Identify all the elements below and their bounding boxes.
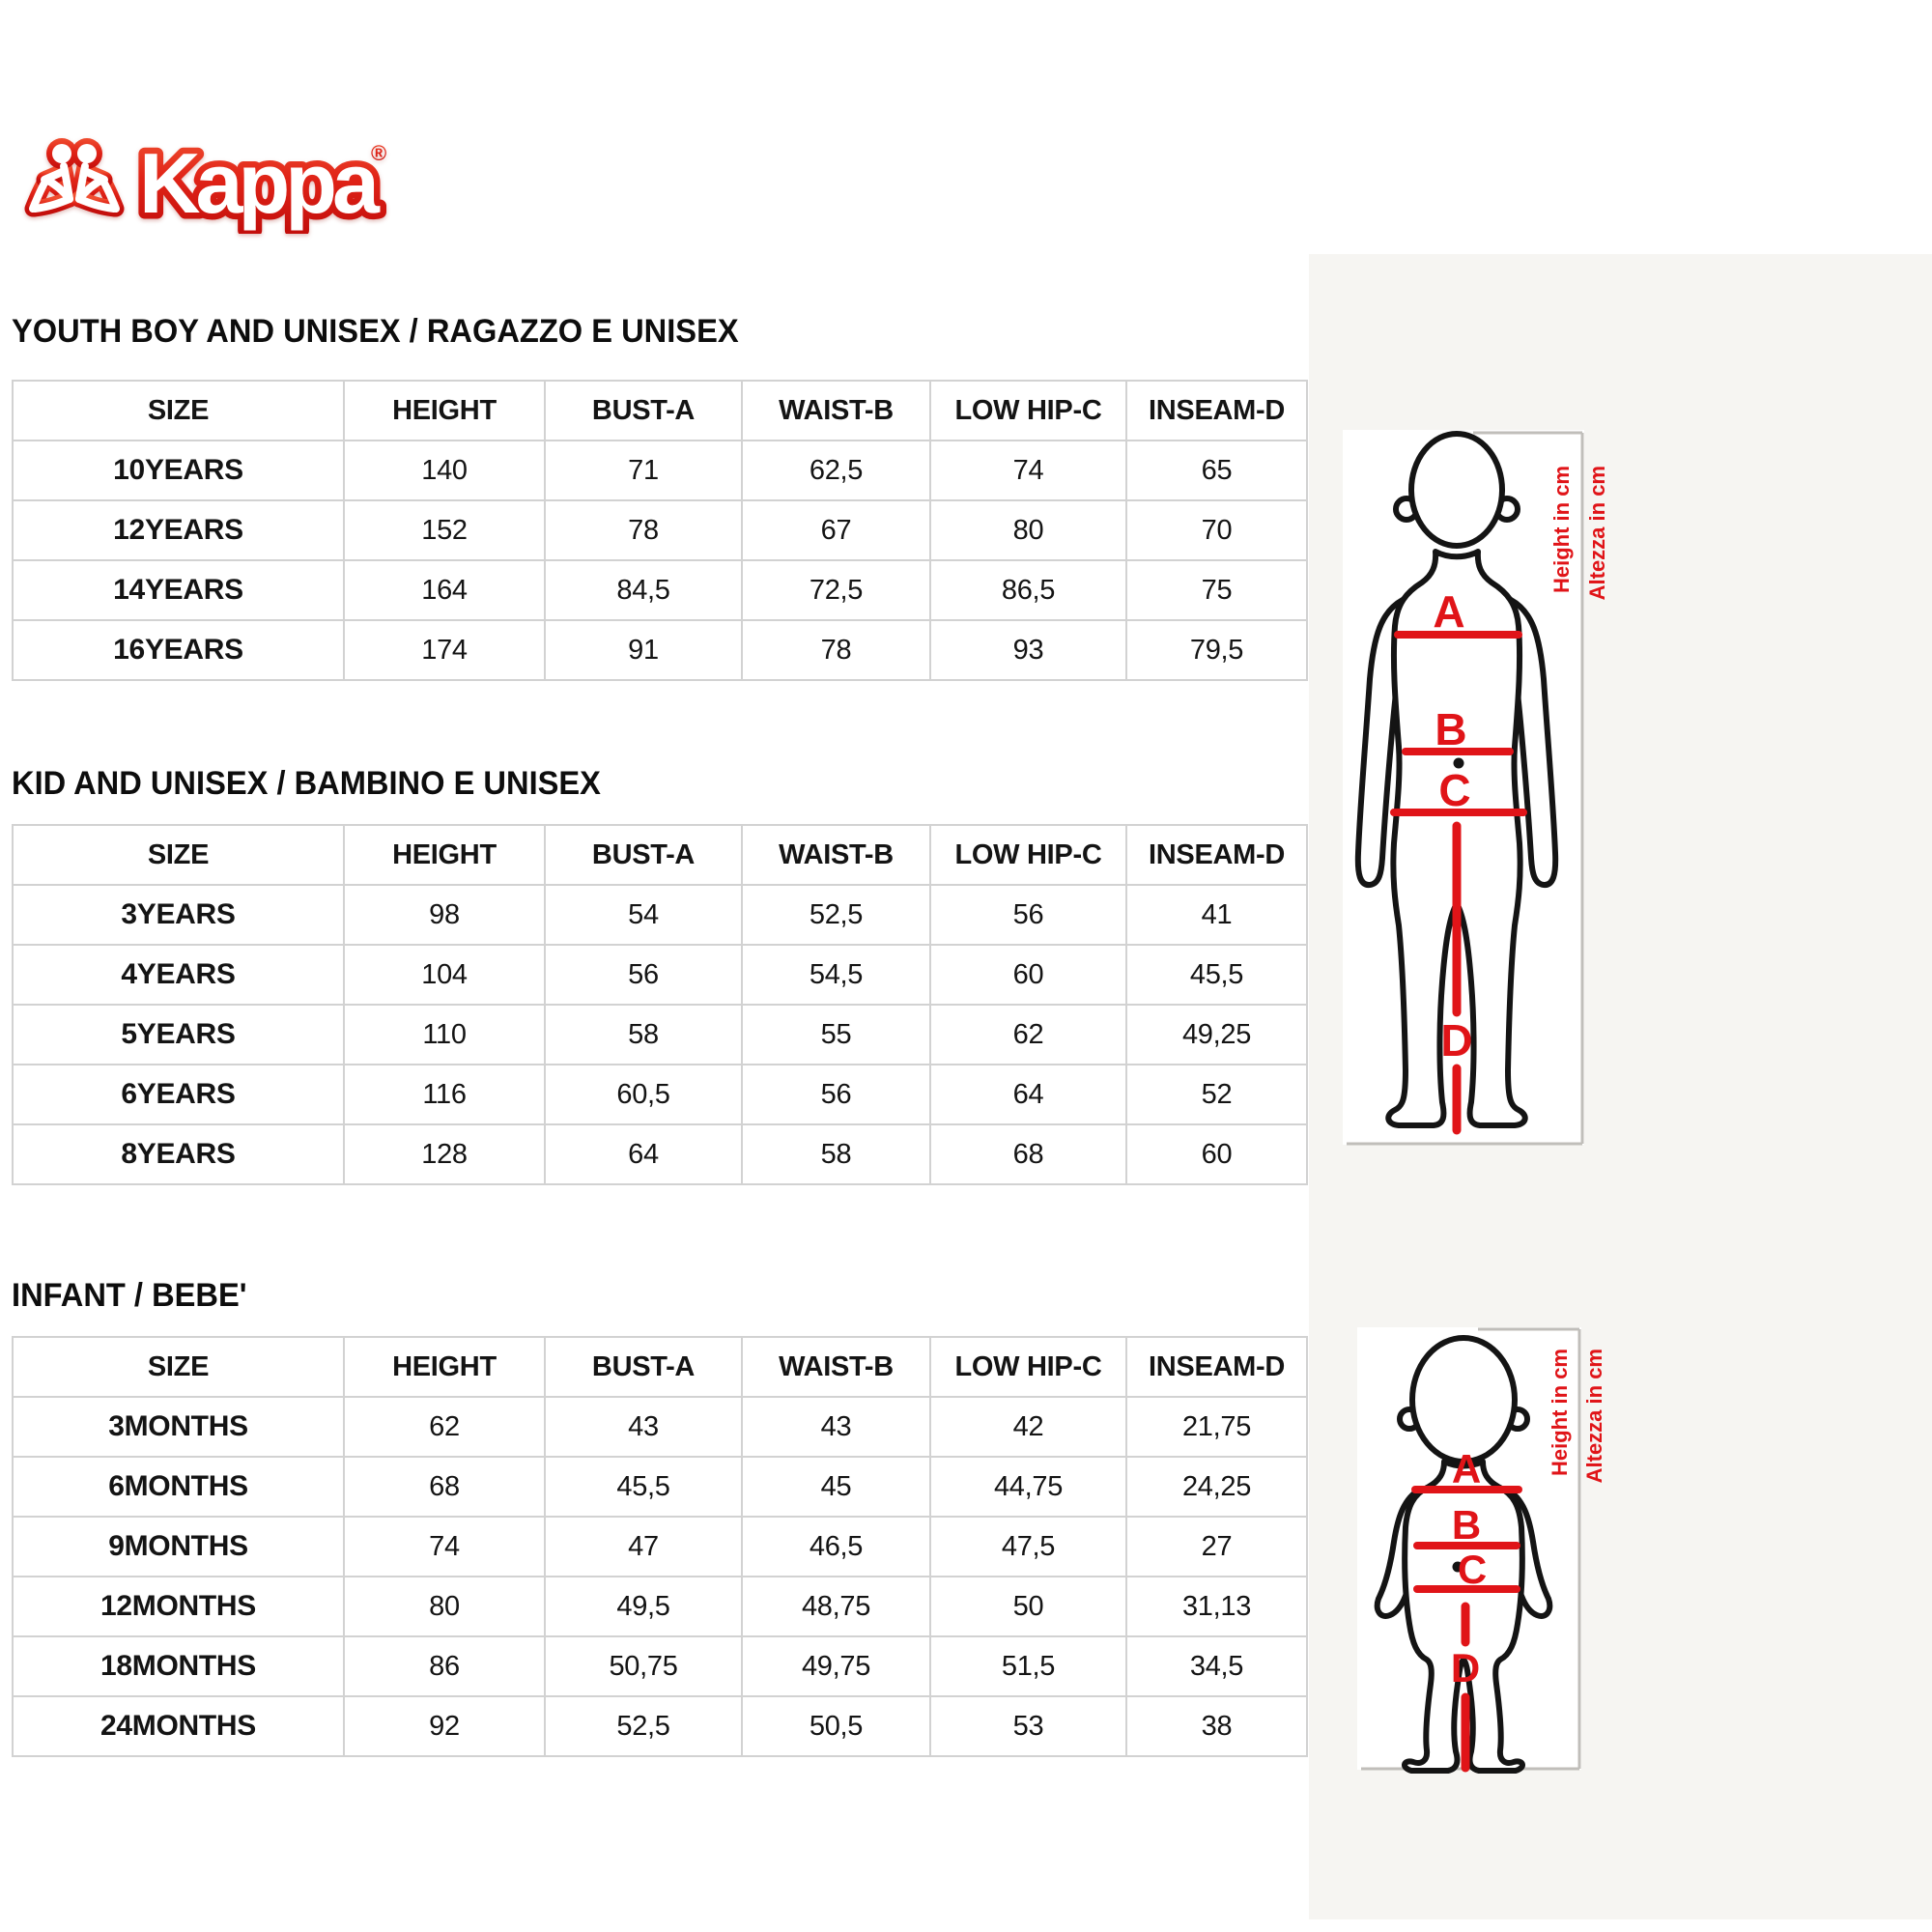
height-caption-it: Altezza in cm	[1582, 1349, 1606, 1484]
table-row	[13, 945, 1307, 1005]
column-header: BUST-A	[545, 381, 742, 440]
column-header: INSEAM-D	[1126, 381, 1307, 440]
value-cell: 21,75	[1126, 1397, 1307, 1457]
table-header-row	[13, 381, 1307, 440]
value-cell: 50,5	[742, 1696, 930, 1756]
table-row	[13, 1124, 1307, 1184]
value-cell: 74	[930, 440, 1126, 500]
value-cell: 44,75	[930, 1457, 1126, 1517]
value-cell: 67	[742, 500, 930, 560]
section-title-youth: YOUTH BOY AND UNISEX / RAGAZZO E UNISEX	[12, 313, 739, 351]
column-header: WAIST-B	[742, 825, 930, 885]
column-header: INSEAM-D	[1126, 825, 1307, 885]
value-cell: 78	[742, 620, 930, 680]
value-cell: 78	[545, 500, 742, 560]
label-b: B	[1435, 704, 1467, 754]
table-row	[13, 560, 1307, 620]
size-cell: 6MONTHS	[13, 1457, 344, 1517]
value-cell: 56	[930, 885, 1126, 945]
registered-trademark-symbol: ®	[371, 141, 387, 165]
size-cell: 9MONTHS	[13, 1517, 344, 1577]
kappa-logo	[17, 129, 396, 234]
value-cell: 54,5	[742, 945, 930, 1005]
column-header: SIZE	[13, 825, 344, 885]
value-cell: 62	[930, 1005, 1126, 1065]
value-cell: 128	[344, 1124, 545, 1184]
column-header: LOW HIP-C	[930, 381, 1126, 440]
size-cell: 12YEARS	[13, 500, 344, 560]
value-cell: 41	[1126, 885, 1307, 945]
height-caption-it: Altezza in cm	[1585, 466, 1609, 601]
value-cell: 51,5	[930, 1636, 1126, 1696]
value-cell: 58	[742, 1124, 930, 1184]
column-header: INSEAM-D	[1126, 1337, 1307, 1397]
value-cell: 27	[1126, 1517, 1307, 1577]
table-row	[13, 1397, 1307, 1457]
value-cell: 46,5	[742, 1517, 930, 1577]
table-row	[13, 885, 1307, 945]
label-c: C	[1457, 1547, 1488, 1592]
kid-size-table	[12, 824, 1308, 1185]
size-cell: 5YEARS	[13, 1005, 344, 1065]
section-title-kid: KID AND UNISEX / BAMBINO E UNISEX	[12, 765, 601, 803]
right-figure-head	[77, 144, 97, 163]
value-cell: 43	[742, 1397, 930, 1457]
value-cell: 79,5	[1126, 620, 1307, 680]
size-cell: 14YEARS	[13, 560, 344, 620]
size-cell: 6YEARS	[13, 1065, 344, 1124]
value-cell: 116	[344, 1065, 545, 1124]
value-cell: 70	[1126, 500, 1307, 560]
value-cell: 48,75	[742, 1577, 930, 1636]
label-b: B	[1451, 1502, 1482, 1548]
height-caption-en: Height in cm	[1549, 466, 1574, 594]
value-cell: 52,5	[742, 885, 930, 945]
value-cell: 42	[930, 1397, 1126, 1457]
section-title-infant: INFANT / BEBE'	[12, 1277, 247, 1315]
value-cell: 62	[344, 1397, 545, 1457]
column-header: BUST-A	[545, 825, 742, 885]
label-c: C	[1438, 765, 1471, 815]
column-header: BUST-A	[545, 1337, 742, 1397]
value-cell: 47	[545, 1517, 742, 1577]
value-cell: 93	[930, 620, 1126, 680]
value-cell: 86,5	[930, 560, 1126, 620]
label-d: D	[1440, 1015, 1473, 1065]
youth-size-table	[12, 380, 1308, 681]
infant-measurement-diagram	[1357, 1324, 1610, 1776]
infant-size-table	[12, 1336, 1308, 1757]
kappa-wordmark: Kappa	[139, 135, 375, 231]
value-cell: 110	[344, 1005, 545, 1065]
value-cell: 164	[344, 560, 545, 620]
label-d: D	[1450, 1645, 1481, 1690]
kappa-logo-graphic	[17, 129, 396, 234]
size-cell: 18MONTHS	[13, 1636, 344, 1696]
value-cell: 62,5	[742, 440, 930, 500]
value-cell: 174	[344, 620, 545, 680]
value-cell: 75	[1126, 560, 1307, 620]
value-cell: 47,5	[930, 1517, 1126, 1577]
value-cell: 80	[930, 500, 1126, 560]
value-cell: 38	[1126, 1696, 1307, 1756]
value-cell: 104	[344, 945, 545, 1005]
column-header: SIZE	[13, 1337, 344, 1397]
value-cell: 56	[545, 945, 742, 1005]
table-header-row	[13, 1337, 1307, 1397]
value-cell: 68	[344, 1457, 545, 1517]
table-row	[13, 1457, 1307, 1517]
height-caption-en: Height in cm	[1548, 1349, 1572, 1477]
size-cell: 24MONTHS	[13, 1696, 344, 1756]
table-row	[13, 1065, 1307, 1124]
value-cell: 49,5	[545, 1577, 742, 1636]
value-cell: 52,5	[545, 1696, 742, 1756]
size-cell: 3YEARS	[13, 885, 344, 945]
value-cell: 45,5	[545, 1457, 742, 1517]
value-cell: 53	[930, 1696, 1126, 1756]
value-cell: 52	[1126, 1065, 1307, 1124]
value-cell: 60	[1126, 1124, 1307, 1184]
size-cell: 10YEARS	[13, 440, 344, 500]
column-header: HEIGHT	[344, 381, 545, 440]
table-row	[13, 1577, 1307, 1636]
value-cell: 45	[742, 1457, 930, 1517]
value-cell: 60,5	[545, 1065, 742, 1124]
label-a: A	[1433, 586, 1465, 637]
left-figure-head	[52, 144, 71, 163]
value-cell: 80	[344, 1577, 545, 1636]
value-cell: 68	[930, 1124, 1126, 1184]
value-cell: 31,13	[1126, 1577, 1307, 1636]
table-row	[13, 1517, 1307, 1577]
column-header: LOW HIP-C	[930, 1337, 1126, 1397]
value-cell: 60	[930, 945, 1126, 1005]
column-header: HEIGHT	[344, 1337, 545, 1397]
label-a: A	[1451, 1446, 1482, 1492]
value-cell: 34,5	[1126, 1636, 1307, 1696]
size-cell: 12MONTHS	[13, 1577, 344, 1636]
size-cell: 4YEARS	[13, 945, 344, 1005]
value-cell: 92	[344, 1696, 545, 1756]
value-cell: 64	[930, 1065, 1126, 1124]
column-header: HEIGHT	[344, 825, 545, 885]
column-header: WAIST-B	[742, 381, 930, 440]
value-cell: 45,5	[1126, 945, 1307, 1005]
table-row	[13, 620, 1307, 680]
table-header-row	[13, 825, 1307, 885]
table-row	[13, 1696, 1307, 1756]
value-cell: 43	[545, 1397, 742, 1457]
value-cell: 91	[545, 620, 742, 680]
size-cell: 16YEARS	[13, 620, 344, 680]
value-cell: 72,5	[742, 560, 930, 620]
value-cell: 74	[344, 1517, 545, 1577]
table-row	[13, 500, 1307, 560]
value-cell: 98	[344, 885, 545, 945]
head	[1412, 1338, 1515, 1462]
value-cell: 58	[545, 1005, 742, 1065]
value-cell: 50	[930, 1577, 1126, 1636]
value-cell: 152	[344, 500, 545, 560]
value-cell: 64	[545, 1124, 742, 1184]
size-cell: 3MONTHS	[13, 1397, 344, 1457]
column-header: WAIST-B	[742, 1337, 930, 1397]
value-cell: 55	[742, 1005, 930, 1065]
column-header: LOW HIP-C	[930, 825, 1126, 885]
value-cell: 54	[545, 885, 742, 945]
table-row	[13, 1636, 1307, 1696]
value-cell: 84,5	[545, 560, 742, 620]
value-cell: 71	[545, 440, 742, 500]
column-header: SIZE	[13, 381, 344, 440]
size-cell: 8YEARS	[13, 1124, 344, 1184]
value-cell: 56	[742, 1065, 930, 1124]
table-row	[13, 1005, 1307, 1065]
head	[1411, 434, 1502, 546]
value-cell: 65	[1126, 440, 1307, 500]
value-cell: 49,25	[1126, 1005, 1307, 1065]
value-cell: 24,25	[1126, 1457, 1307, 1517]
value-cell: 140	[344, 440, 545, 500]
value-cell: 49,75	[742, 1636, 930, 1696]
value-cell: 86	[344, 1636, 545, 1696]
table-row	[13, 440, 1307, 500]
value-cell: 50,75	[545, 1636, 742, 1696]
